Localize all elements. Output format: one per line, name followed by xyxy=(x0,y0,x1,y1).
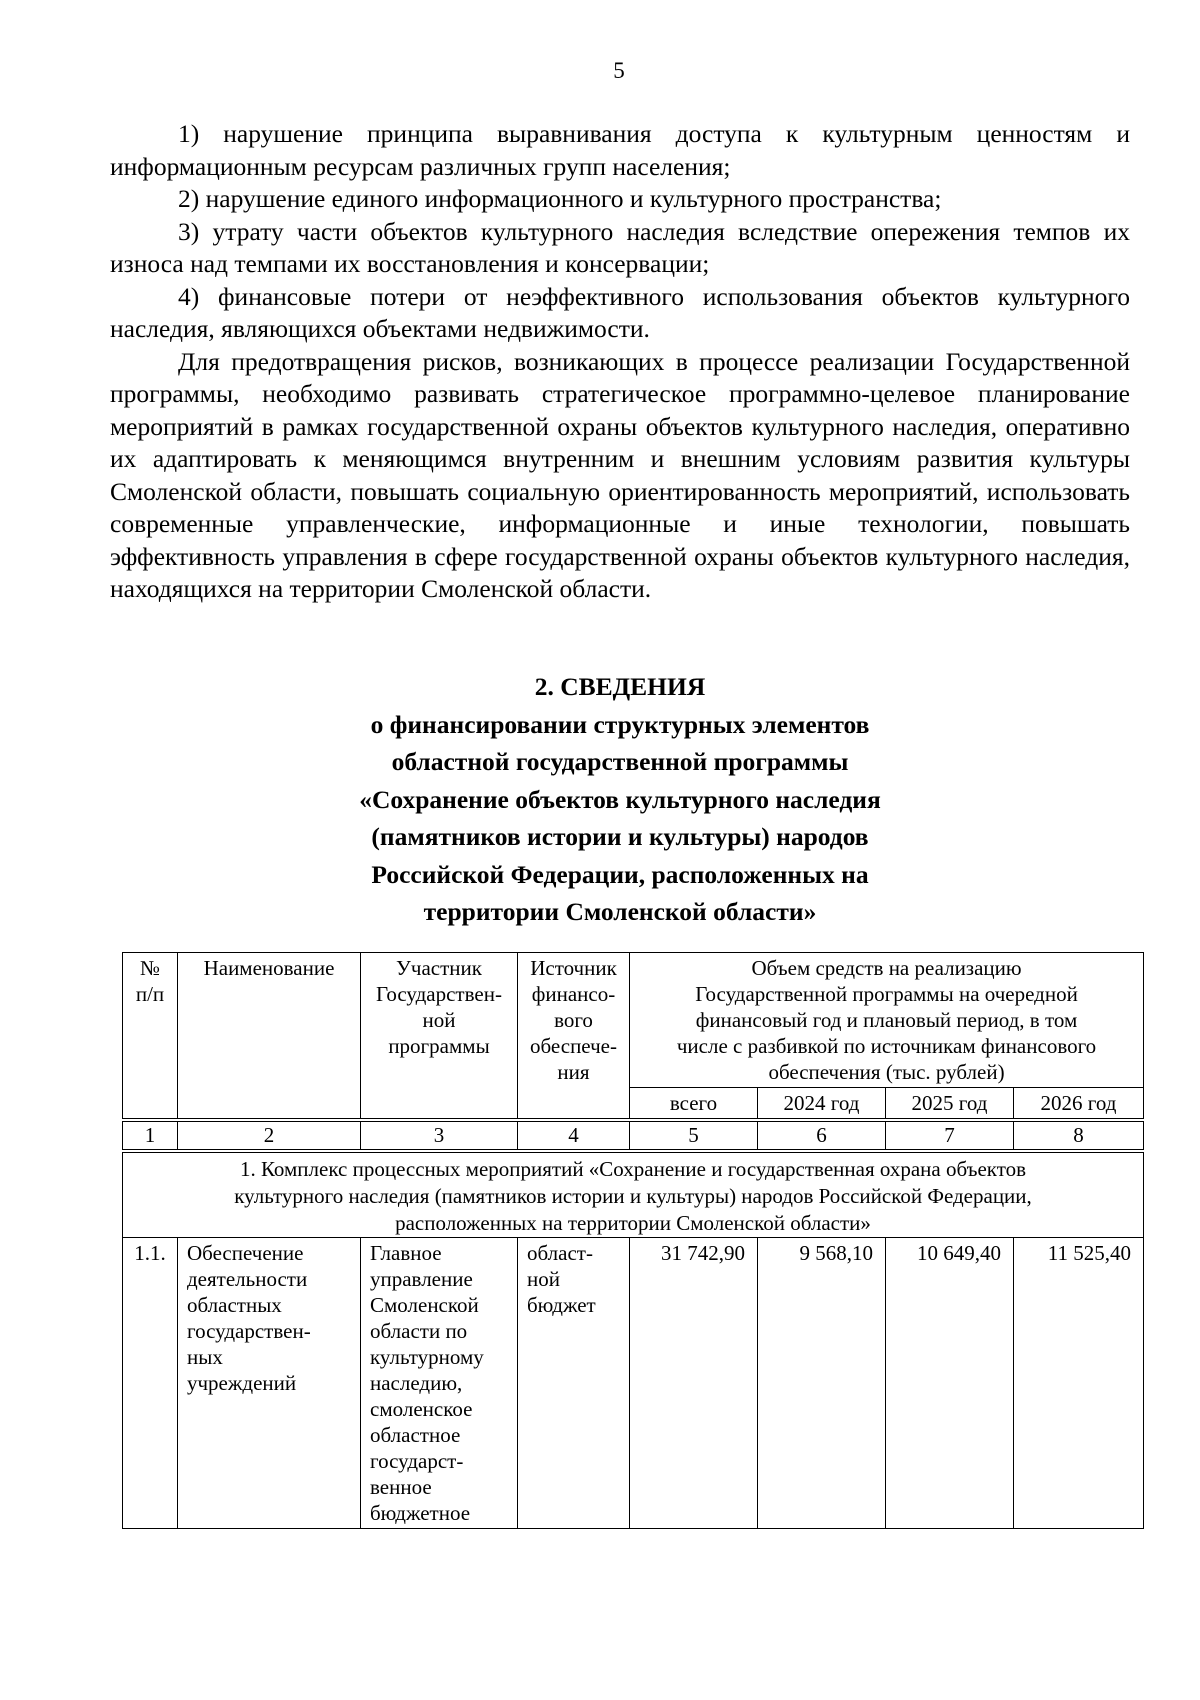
heading-line: (памятников истории и культуры) народов xyxy=(371,822,869,851)
header-participant: Участник Государствен- ной программы xyxy=(361,953,518,1121)
section-title: 1. Комплекс процессных мероприятий «Сохранение и государственная охрана объектов культурного наследия (памятников истории и культуры) народов Российской Федерации, расположенных на территории Смоленской области» xyxy=(123,1151,1144,1238)
header-total: всего xyxy=(630,1088,758,1121)
heading-line: «Сохранение объектов культурного наследия xyxy=(359,784,881,814)
header-2024: 2024 год xyxy=(758,1088,886,1121)
row-2025: 10 649,40 xyxy=(886,1238,1014,1529)
column-number-row xyxy=(123,1120,1144,1151)
financing-table xyxy=(122,952,1144,1529)
header-source: Источник финансо- вого обеспече- ния xyxy=(518,953,630,1121)
section-row xyxy=(123,1151,1144,1238)
heading-line: Российской Федерации, расположенных на xyxy=(371,859,869,889)
header-name: Наименование xyxy=(178,953,361,1121)
paragraph-4: 4) финансовые потери от неэффективного использования объектов культурного наследия, являющихся объектами недвижимости. xyxy=(110,281,1130,343)
paragraph-5: Для предотвращения рисков, возникающих в процессе реализации Государственной программы, необходимо развивать стратегическое программно-целевое планирование мероприятий в рамках государственной охраны объектов культурного наследия, оперативно их адаптировать к меняющимся внутренним и внешним условиям развития культуры Смоленской области, повышать социальную ориентированность мероприятий, использовать современные управленческие, информационные и иные технологии, повышать эффективность управления в сфере государственной охраны объектов культурного наследия, находящихся на территории Смоленской области. xyxy=(110,346,1130,603)
row-source: област- ной бюджет xyxy=(518,1238,630,1529)
row-total: 31 742,90 xyxy=(630,1238,758,1529)
column-number: 7 xyxy=(886,1120,1014,1151)
page-number: 5 xyxy=(613,58,625,83)
paragraph-2: 2) нарушение единого информационного и культурного пространства; xyxy=(178,184,942,213)
header-num: № п/п xyxy=(123,953,178,1121)
row-num: 1.1. xyxy=(123,1238,178,1529)
column-number: 2 xyxy=(178,1120,361,1151)
row-participant: Главное управление Смоленской области по культурному наследию, смоленское областное государст- венное бюджетное xyxy=(361,1238,518,1529)
heading-line: областной государственной программы xyxy=(391,747,849,776)
heading-line: о финансировании структурных элементов xyxy=(370,709,870,739)
row-2026: 11 525,40 xyxy=(1014,1238,1144,1529)
row-name: Обеспечение деятельности областных государствен- ных учреждений xyxy=(178,1238,361,1529)
column-number: 8 xyxy=(1014,1120,1144,1151)
heading-title: 2. СВЕДЕНИЯ xyxy=(534,672,706,701)
header-volume: Объем средств на реализацию Государственной программы на очередной финансовый год и плановый период, в том числе с разбивкой по источникам финансового обеспечения (тыс. рублей) xyxy=(630,953,1144,1088)
column-number: 1 xyxy=(123,1120,178,1151)
header-2026: 2026 год xyxy=(1014,1088,1144,1121)
header-2025: 2025 год xyxy=(886,1088,1014,1121)
column-number: 5 xyxy=(630,1120,758,1151)
paragraph-1: 1) нарушение принципа выравнивания доступа к культурным ценностям и информационным ресурсам различных групп населения; xyxy=(110,119,1130,181)
paragraph-3: 3) утрату части объектов культурного наследия вследствие опережения темпов их износа над темпами их восстановления и консервации; xyxy=(110,216,1130,278)
table-row xyxy=(123,1238,1144,1529)
column-number: 3 xyxy=(361,1120,518,1151)
column-number: 6 xyxy=(758,1120,886,1151)
body-text xyxy=(110,118,1130,606)
row-2024: 9 568,10 xyxy=(758,1238,886,1529)
heading-line: территории Смоленской области» xyxy=(423,897,817,926)
section-heading xyxy=(240,668,1000,931)
column-number: 4 xyxy=(518,1120,630,1151)
